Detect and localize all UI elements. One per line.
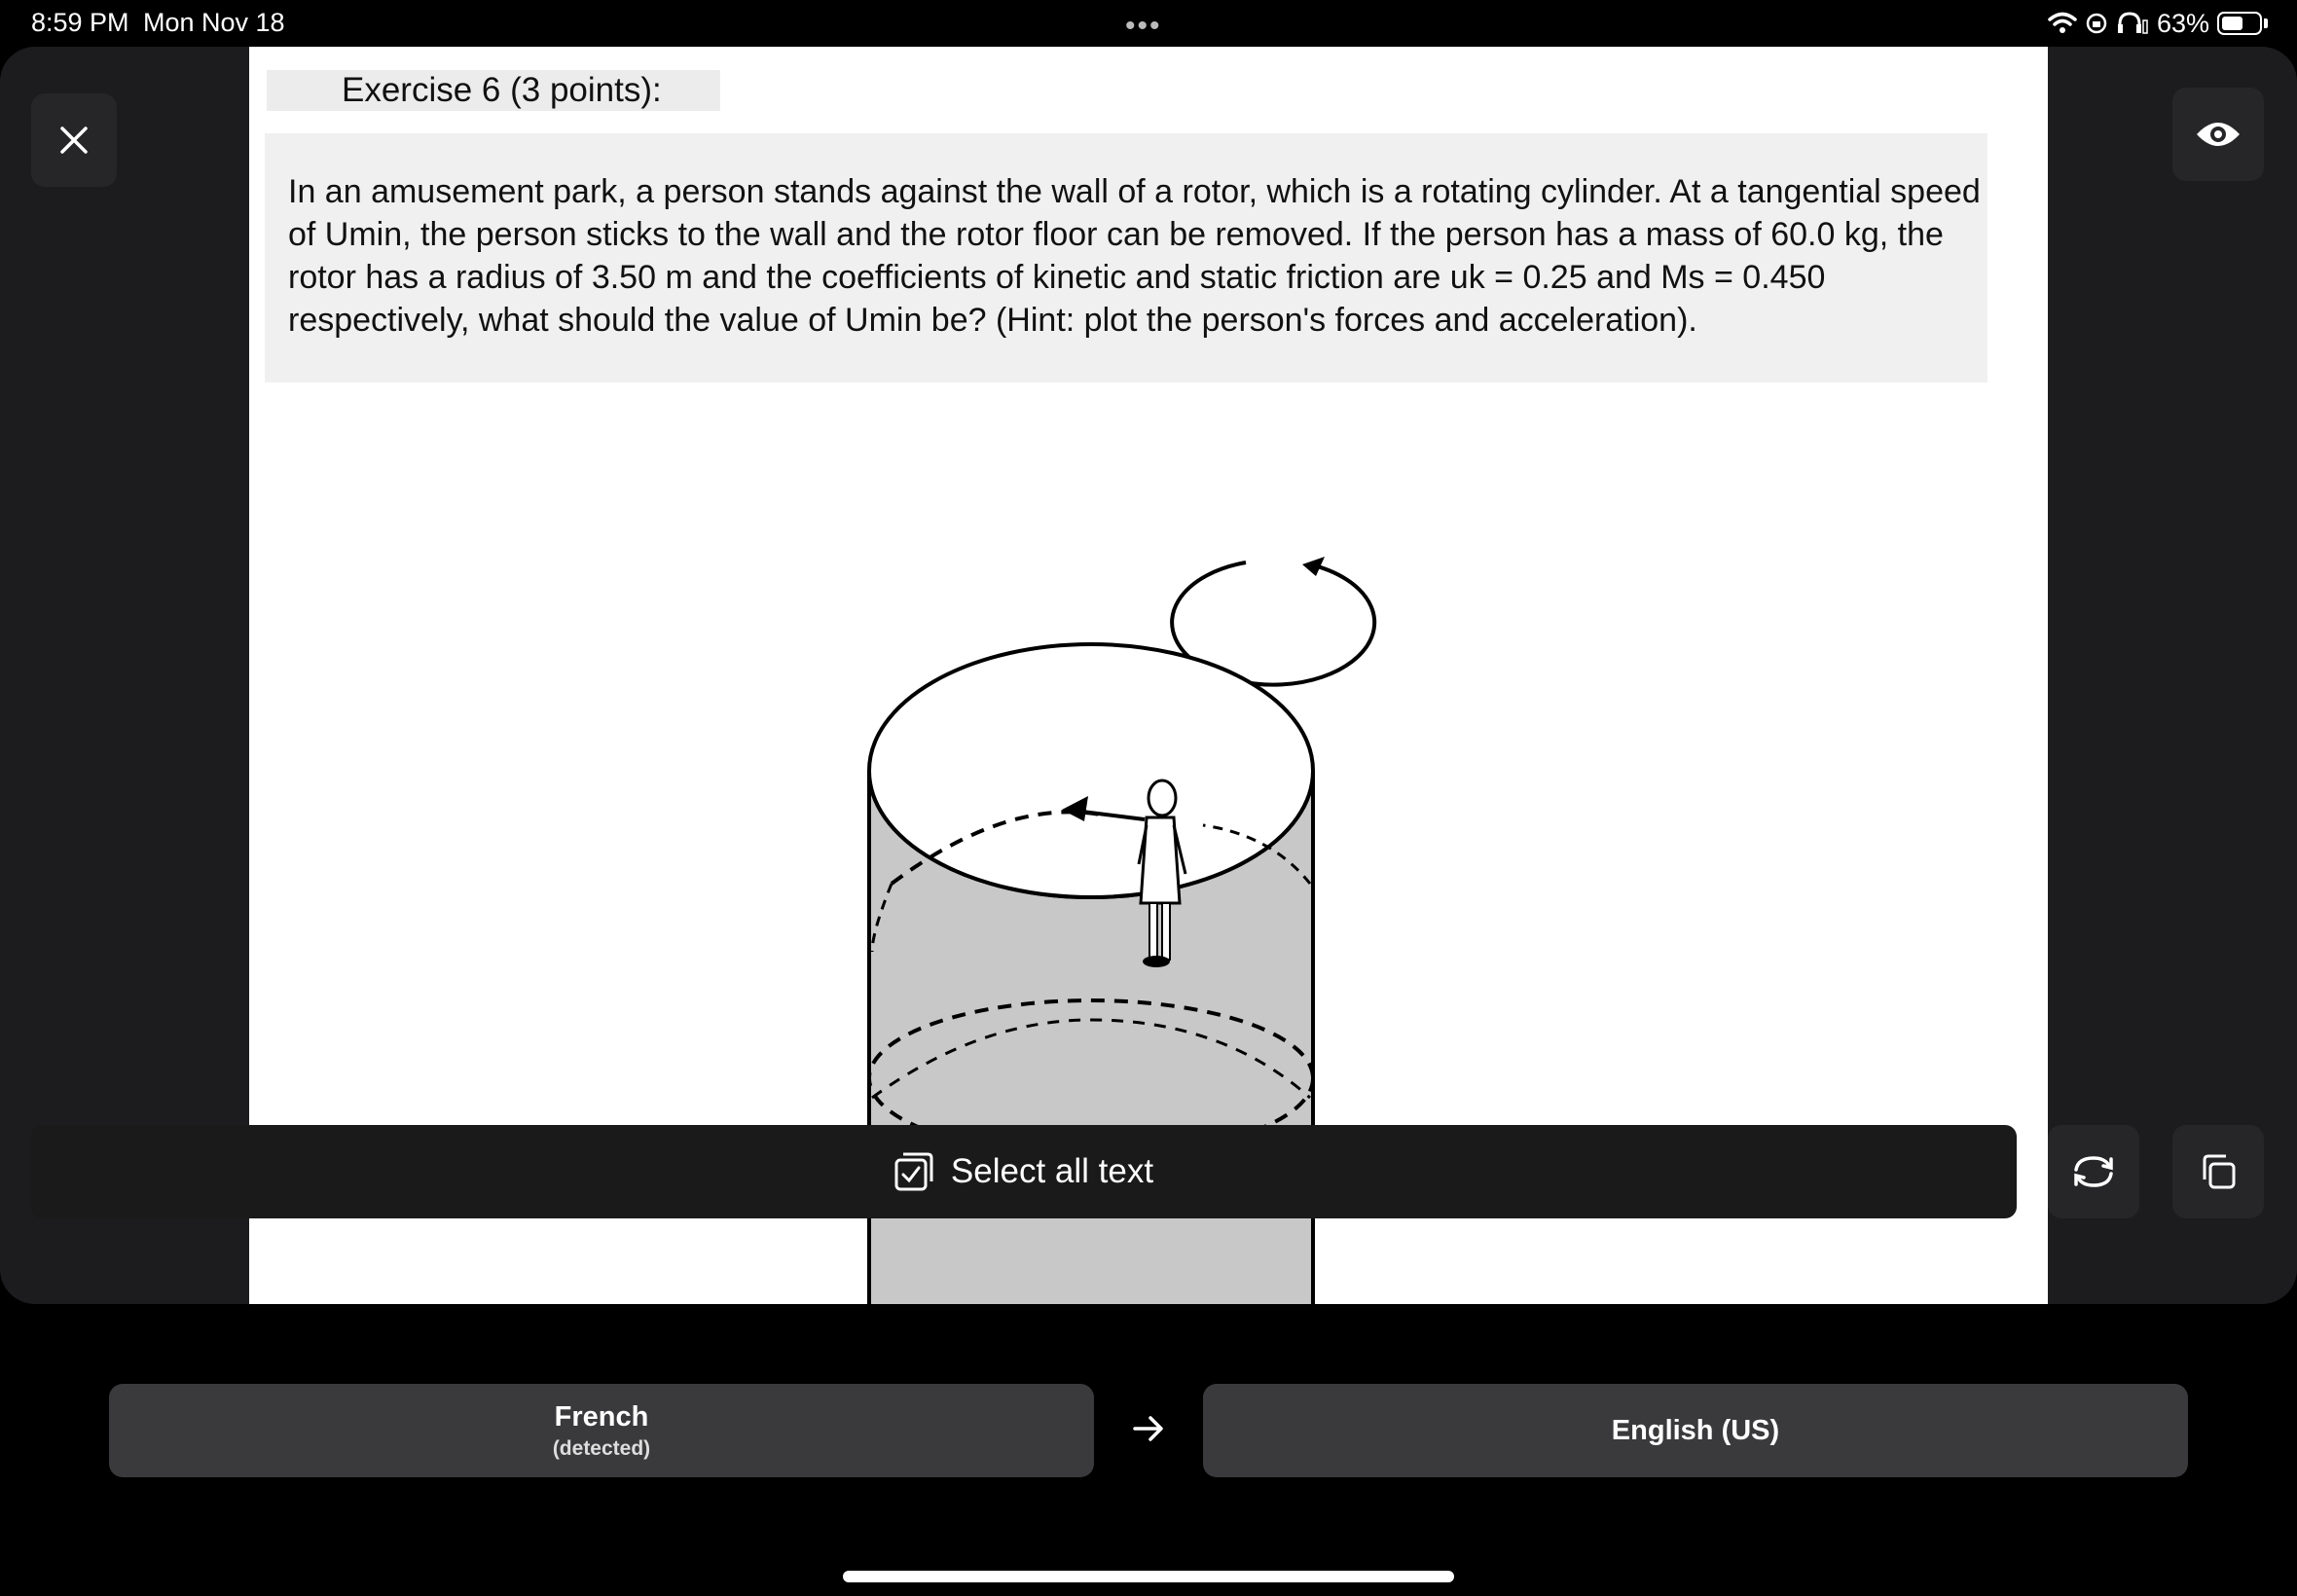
problem-box: [265, 133, 1987, 382]
arrow-right-icon: [1129, 1409, 1168, 1448]
refresh-button[interactable]: [2048, 1125, 2139, 1218]
battery-tip: [2264, 18, 2268, 28]
source-language-detected: (detected): [552, 1436, 651, 1460]
copy-icon: [2201, 1154, 2236, 1189]
status-indicators: [2048, 6, 2268, 41]
multitasking-dots-icon[interactable]: •••: [1125, 10, 1162, 42]
problem-text[interactable]: In an amusement park, a person stands against the wall of a rotor, which is a rotating cylinder. At a tangential speed of Umin, the person sticks to the wall and the rotor floor can be removed. If the person has a mass of 60.0 kg, the rotor has a radius of 3.50 m and the coefficients of kinetic and static friction are uk = 0.25 and Ms = 0.450 respectively, what should the value of Umin be? (Hint: plot the person's forces and acceleration).: [288, 173, 1981, 339]
refresh-icon: [2072, 1154, 2115, 1189]
status-bar: [0, 0, 2297, 47]
status-date: Mon Nov 18: [143, 8, 285, 37]
close-icon: [58, 125, 90, 156]
target-language-button[interactable]: [1203, 1384, 2188, 1477]
select-all-text-button[interactable]: [31, 1125, 2017, 1218]
battery-percent: 63%: [2156, 8, 2209, 38]
select-all-icon: [894, 1152, 933, 1191]
eye-icon: [2195, 119, 2242, 150]
source-language: French: [554, 1400, 649, 1433]
source-language-button[interactable]: [109, 1384, 1094, 1477]
cylinder-top: [869, 644, 1313, 897]
headphones-icon: [2116, 11, 2149, 36]
status-time: 8:59 PM: [31, 8, 129, 37]
select-all-label: Select all text: [950, 1152, 1154, 1190]
show-original-button[interactable]: [2172, 88, 2264, 181]
document-image[interactable]: [249, 47, 2048, 1304]
orientation-lock-icon: [2085, 12, 2108, 35]
battery-icon: [2217, 12, 2262, 35]
target-language: English (US): [1611, 1414, 1780, 1446]
exercise-title[interactable]: Exercise 6 (3 points):: [267, 70, 720, 111]
copy-button[interactable]: [2172, 1125, 2264, 1218]
wifi-icon: [2048, 12, 2077, 35]
close-button[interactable]: [31, 93, 117, 187]
home-indicator[interactable]: [843, 1571, 1454, 1582]
